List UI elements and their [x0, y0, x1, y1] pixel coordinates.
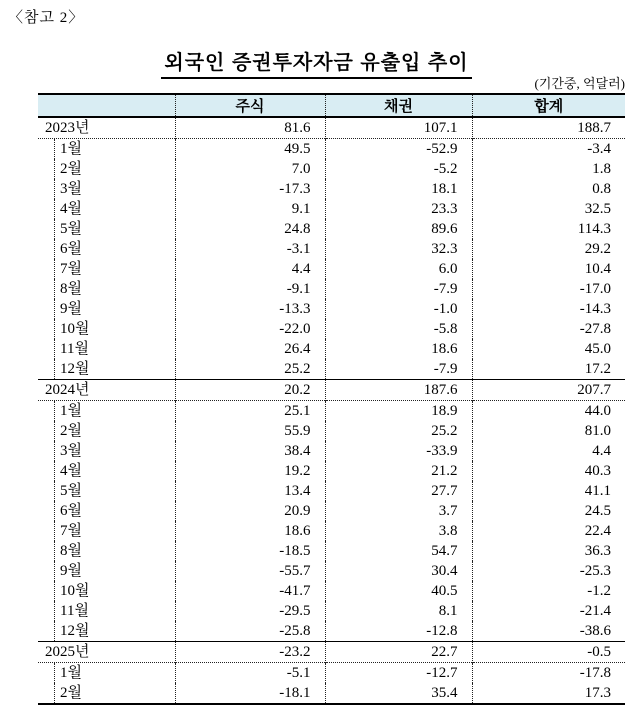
table-row [38, 117, 625, 139]
row-label-cell [38, 179, 175, 199]
table-row [38, 259, 625, 279]
row-label-cell [38, 380, 175, 401]
cell-value: -12.8 [325, 621, 472, 642]
cell-value: 18.1 [325, 179, 472, 199]
cell-value: -7.9 [325, 279, 472, 299]
cell-value: 41.1 [472, 481, 625, 501]
row-label: 4월 [54, 199, 175, 219]
cell-value: 25.2 [325, 421, 472, 441]
row-label: 1월 [54, 401, 175, 421]
cell-value: -3.1 [175, 239, 325, 259]
row-label-cell [38, 521, 175, 541]
cell-value: -27.8 [472, 319, 625, 339]
table-row [38, 319, 625, 339]
cell-value: 3.8 [325, 521, 472, 541]
table-row [38, 441, 625, 461]
table-row [38, 481, 625, 501]
row-label: 4월 [54, 461, 175, 481]
column-header-period [38, 94, 175, 117]
cell-value: -0.5 [472, 642, 625, 663]
cell-value: -5.2 [325, 159, 472, 179]
cell-value: 207.7 [472, 380, 625, 401]
cell-value: -5.1 [175, 663, 325, 684]
cell-value: -23.2 [175, 642, 325, 663]
table-row [38, 521, 625, 541]
cell-value: 40.5 [325, 581, 472, 601]
cell-value: 44.0 [472, 401, 625, 422]
cell-value: 4.4 [472, 441, 625, 461]
table-row [38, 461, 625, 481]
cell-value: -3.4 [472, 139, 625, 160]
cell-value: 40.3 [472, 461, 625, 481]
table-row [38, 339, 625, 359]
table-row [38, 359, 625, 380]
cell-value: 188.7 [472, 117, 625, 139]
table-row [38, 421, 625, 441]
row-label-cell [38, 259, 175, 279]
cell-value: 89.6 [325, 219, 472, 239]
row-label: 6월 [54, 501, 175, 521]
table-row [38, 159, 625, 179]
cell-value: -55.7 [175, 561, 325, 581]
cell-value: 36.3 [472, 541, 625, 561]
row-label: 1월 [54, 139, 175, 159]
cell-value: 25.1 [175, 401, 325, 422]
cell-value: -9.1 [175, 279, 325, 299]
row-label-cell [38, 359, 175, 380]
row-label: 8월 [54, 541, 175, 561]
row-label-cell [38, 561, 175, 581]
column-header-stocks: 주식 [175, 94, 325, 117]
row-label-cell [38, 541, 175, 561]
row-label-cell [38, 299, 175, 319]
table-row [38, 642, 625, 663]
table-row [38, 601, 625, 621]
table-row [38, 683, 625, 704]
table-row [38, 561, 625, 581]
row-label: 6월 [54, 239, 175, 259]
cell-value: 20.2 [175, 380, 325, 401]
row-label-cell [38, 319, 175, 339]
table-row [38, 581, 625, 601]
cell-value: 22.7 [325, 642, 472, 663]
cell-value: 21.2 [325, 461, 472, 481]
cell-value: -1.0 [325, 299, 472, 319]
row-label: 9월 [54, 561, 175, 581]
cell-value: 187.6 [325, 380, 472, 401]
table-row [38, 663, 625, 684]
cell-value: 18.6 [325, 339, 472, 359]
cell-value: 49.5 [175, 139, 325, 160]
row-label: 10월 [54, 319, 175, 339]
row-label: 5월 [54, 481, 175, 501]
row-label: 2023년 [45, 120, 90, 136]
cell-value: 1.8 [472, 159, 625, 179]
cell-value: 17.3 [472, 683, 625, 704]
cell-value: 29.2 [472, 239, 625, 259]
row-label-cell [38, 339, 175, 359]
cell-value: 22.4 [472, 521, 625, 541]
row-label-cell [38, 279, 175, 299]
row-label-cell [38, 401, 175, 422]
cell-value: -1.2 [472, 581, 625, 601]
table-row [38, 139, 625, 160]
reference-label: 〈참고 2〉 [8, 10, 85, 26]
cell-value: 114.3 [472, 219, 625, 239]
table-row [38, 199, 625, 219]
row-label-cell [38, 159, 175, 179]
cell-value: 54.7 [325, 541, 472, 561]
cell-value: 6.0 [325, 259, 472, 279]
cell-value: -18.5 [175, 541, 325, 561]
page-title: 외국인 증권투자자금 유출입 추이 [161, 46, 471, 79]
row-label: 11월 [54, 601, 175, 621]
table-row [38, 279, 625, 299]
table-body [38, 117, 625, 704]
row-label-cell [38, 663, 175, 684]
cell-value: -22.0 [175, 319, 325, 339]
cell-value: 38.4 [175, 441, 325, 461]
row-label: 2025년 [45, 644, 90, 660]
cell-value: 23.3 [325, 199, 472, 219]
cell-value: 24.5 [472, 501, 625, 521]
row-label: 5월 [54, 219, 175, 239]
cell-value: 32.5 [472, 199, 625, 219]
cell-value: 19.2 [175, 461, 325, 481]
row-label-cell [38, 199, 175, 219]
cell-value: -52.9 [325, 139, 472, 160]
table-row [38, 219, 625, 239]
cell-value: 25.2 [175, 359, 325, 380]
column-header-total: 합계 [472, 94, 625, 117]
row-label-cell [38, 642, 175, 663]
table-row [38, 541, 625, 561]
cell-value: 20.9 [175, 501, 325, 521]
table-row [38, 501, 625, 521]
row-label-cell [38, 481, 175, 501]
cell-value: 0.8 [472, 179, 625, 199]
cell-value: -17.8 [472, 663, 625, 684]
cell-value: 81.0 [472, 421, 625, 441]
cell-value: 81.6 [175, 117, 325, 139]
cell-value: -17.0 [472, 279, 625, 299]
row-label: 10월 [54, 581, 175, 601]
row-label: 8월 [54, 279, 175, 299]
column-header-bonds: 채권 [325, 94, 472, 117]
cell-value: 10.4 [472, 259, 625, 279]
cell-value: 7.0 [175, 159, 325, 179]
cell-value: 30.4 [325, 561, 472, 581]
row-label-cell [38, 501, 175, 521]
row-label: 2월 [54, 683, 175, 703]
cell-value: 13.4 [175, 481, 325, 501]
row-label: 7월 [54, 259, 175, 279]
cell-value: 26.4 [175, 339, 325, 359]
cell-value: -25.3 [472, 561, 625, 581]
row-label: 2월 [54, 421, 175, 441]
row-label: 3월 [54, 441, 175, 461]
cell-value: -18.1 [175, 683, 325, 704]
cell-value: 35.4 [325, 683, 472, 704]
cell-value: 8.1 [325, 601, 472, 621]
row-label-cell [38, 461, 175, 481]
cell-value: 24.8 [175, 219, 325, 239]
row-label: 11월 [54, 339, 175, 359]
row-label: 3월 [54, 179, 175, 199]
cell-value: -12.7 [325, 663, 472, 684]
cell-value: 9.1 [175, 199, 325, 219]
table-row [38, 299, 625, 319]
cell-value: -17.3 [175, 179, 325, 199]
row-label: 12월 [54, 359, 175, 379]
row-label: 7월 [54, 521, 175, 541]
cell-value: 3.7 [325, 501, 472, 521]
row-label: 1월 [54, 663, 175, 683]
table-row [38, 239, 625, 259]
row-label-cell [38, 683, 175, 704]
cell-value: -5.8 [325, 319, 472, 339]
cell-value: -38.6 [472, 621, 625, 642]
cell-value: -33.9 [325, 441, 472, 461]
row-label: 12월 [54, 621, 175, 641]
table-header-row [38, 94, 625, 117]
cell-value: -21.4 [472, 601, 625, 621]
investment-flow-table [38, 93, 625, 705]
cell-value: 27.7 [325, 481, 472, 501]
row-label-cell [38, 421, 175, 441]
row-label: 9월 [54, 299, 175, 319]
row-label-cell [38, 139, 175, 160]
cell-value: -29.5 [175, 601, 325, 621]
row-label-cell [38, 239, 175, 259]
row-label-cell [38, 117, 175, 139]
cell-value: -7.9 [325, 359, 472, 380]
row-label: 2024년 [45, 382, 90, 398]
cell-value: -14.3 [472, 299, 625, 319]
table-row [38, 179, 625, 199]
cell-value: 18.6 [175, 521, 325, 541]
row-label-cell [38, 219, 175, 239]
table-row [38, 401, 625, 422]
row-label-cell [38, 581, 175, 601]
cell-value: 32.3 [325, 239, 472, 259]
row-label-cell [38, 601, 175, 621]
row-label-cell [38, 621, 175, 642]
cell-value: -41.7 [175, 581, 325, 601]
cell-value: 18.9 [325, 401, 472, 422]
row-label-cell [38, 441, 175, 461]
cell-value: 4.4 [175, 259, 325, 279]
table-row [38, 380, 625, 401]
row-label: 2월 [54, 159, 175, 179]
cell-value: 107.1 [325, 117, 472, 139]
cell-value: 17.2 [472, 359, 625, 380]
cell-value: -13.3 [175, 299, 325, 319]
unit-note: (기간중, 억달러) [534, 76, 625, 91]
cell-value: 55.9 [175, 421, 325, 441]
cell-value: -25.8 [175, 621, 325, 642]
table-row [38, 621, 625, 642]
cell-value: 45.0 [472, 339, 625, 359]
